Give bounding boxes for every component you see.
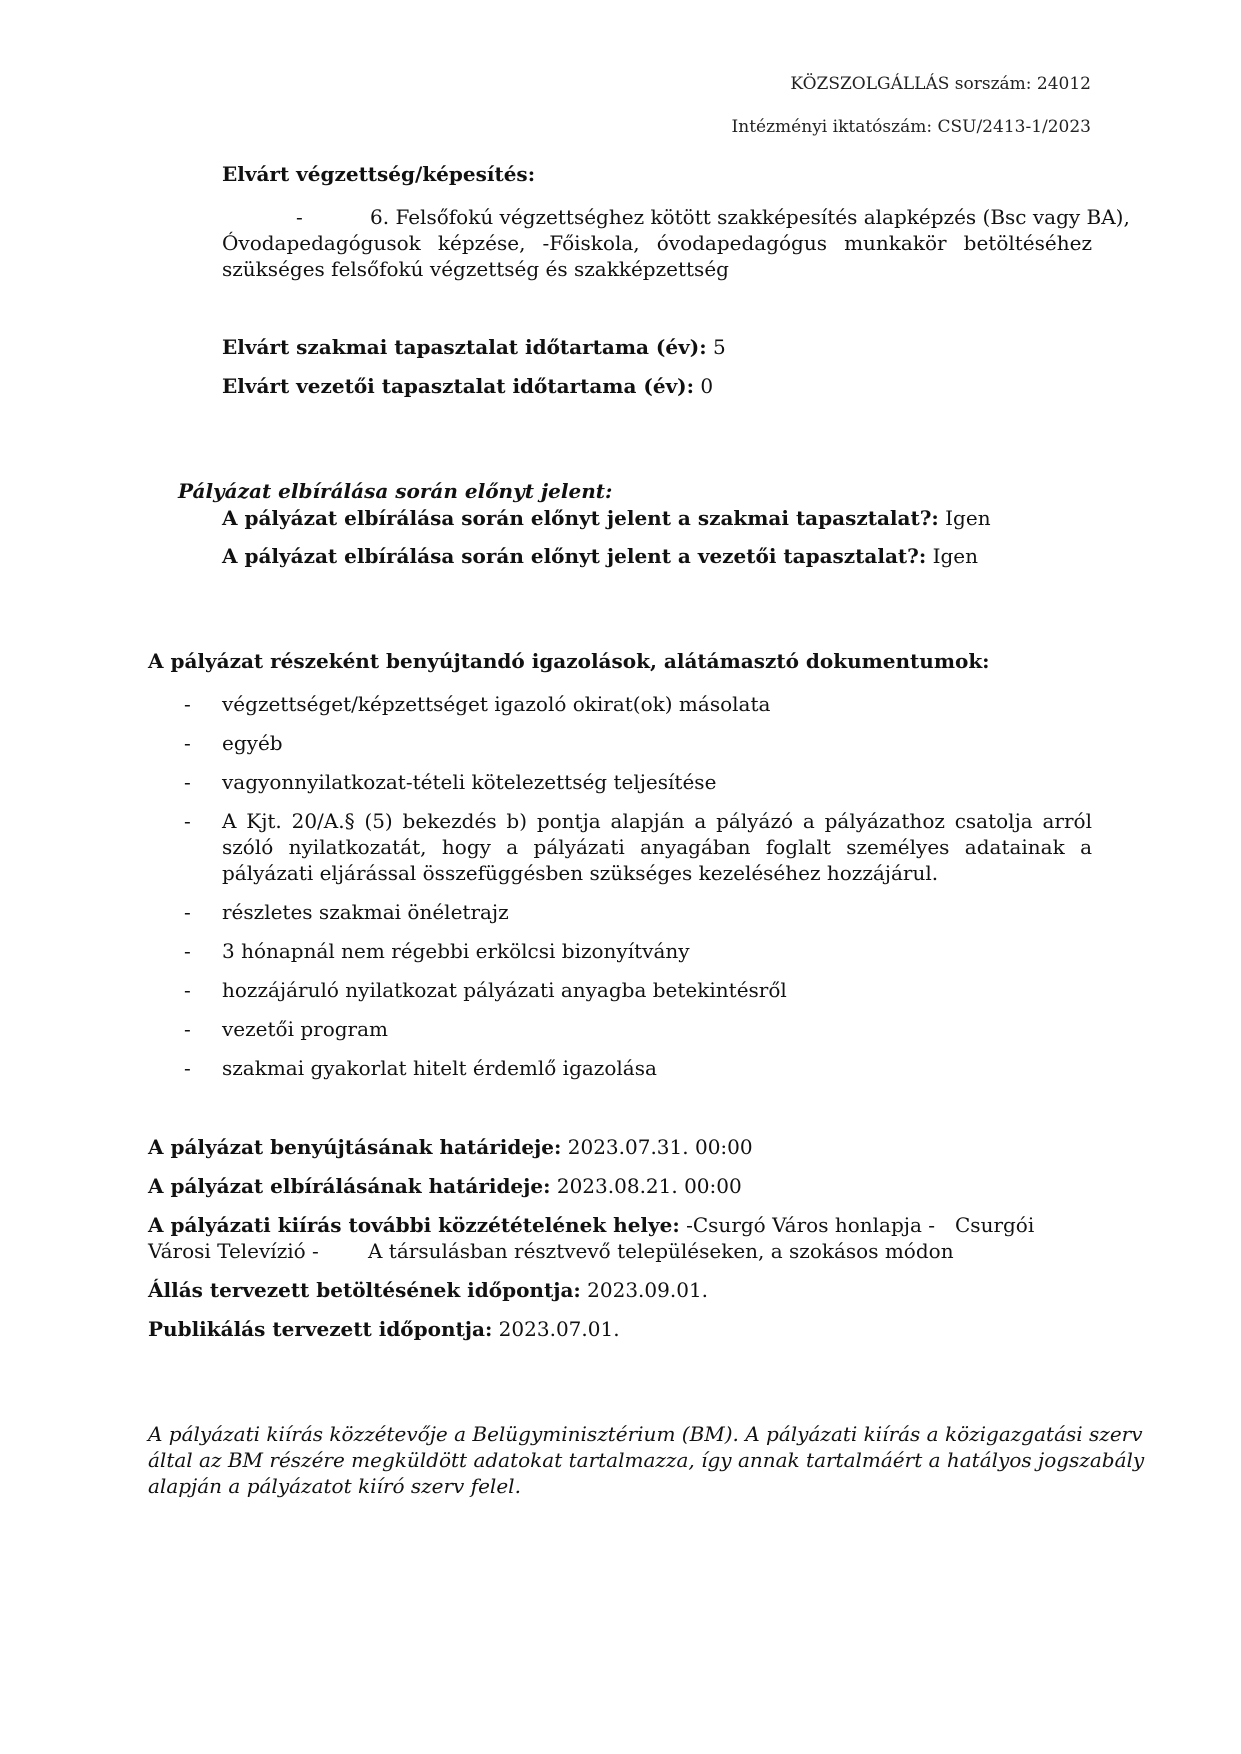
advantage-professional-label: A pályázat elbírálása során előnyt jelent a szakmai tapasztalat?: (222, 506, 939, 530)
planned-fill-date (148, 1277, 708, 1303)
footer-line-3: alapján a pályázatot kiíró szerv felel. (148, 1474, 521, 1498)
publication-place-label: A pályázati kiírás további közzétételének helye: (148, 1213, 680, 1237)
planned-publish-date-label: Publikálás tervezett időpontja: (148, 1317, 493, 1341)
submission-deadline-label: A pályázat benyújtásának határideje: (148, 1135, 562, 1159)
publication-place-settlements: A társulásban résztvevő településeken, a szokásos módon (368, 1239, 954, 1263)
list-bullet: - (184, 1056, 191, 1080)
evaluation-deadline-value: 2023.08.21. 00:00 (550, 1174, 742, 1198)
education-dash: - (296, 205, 303, 229)
advantage-professional-value: Igen (938, 506, 991, 530)
list-item: 3 hónapnál nem régebbi erkölcsi bizonyítvány (222, 939, 690, 963)
education-heading: Elvárt végzettség/képesítés: (222, 162, 536, 186)
list-bullet: - (184, 978, 191, 1002)
list-bullet: - (184, 770, 191, 794)
list-bullet: - (184, 692, 191, 716)
list-item: részletes szakmai önéletrajz (222, 900, 509, 924)
list-bullet: - (184, 731, 191, 755)
list-bullet: - (184, 900, 191, 924)
planned-publish-date (148, 1316, 620, 1342)
publication-place (148, 1212, 935, 1238)
professional-experience-label: Elvárt szakmai tapasztalat időtartama (év): (222, 335, 707, 359)
education-line-3: szükséges felsőfokú végzettség és szakképzettség (222, 257, 729, 281)
professional-experience (222, 334, 726, 360)
footer-line-2: által az BM részére megküldött adatokat tartalmazza, így annak tartalmáért a hatályos jogszabály (148, 1448, 1145, 1472)
advantage-heading: Pályázat elbírálása során előnyt jelent: (178, 479, 613, 503)
list-bullet: - (184, 809, 191, 833)
evaluation-deadline-label: A pályázat elbírálásának határideje: (148, 1174, 551, 1198)
education-line-1: 6. Felsőfokú végzettséghez kötött szakképesítés alapképzés (Bsc vagy BA), (370, 205, 1130, 229)
publication-place-tv: Városi Televízió - (148, 1239, 319, 1263)
list-item: hozzájáruló nyilatkozat pályázati anyagba betekintésről (222, 978, 787, 1002)
education-line-2: Óvodapedagógusok képzése, -Főiskola, óvodapedagógus munkakör betöltéséhez (222, 231, 1092, 255)
list-item: vezetői program (222, 1017, 388, 1041)
footer-line-1: A pályázati kiírás közzétevője a Belügyminisztérium (BM). A pályázati kiírás a közigazgatási szerv (148, 1422, 1143, 1446)
advantage-management-value: Igen (926, 544, 979, 568)
list-item: A Kjt. 20/A.§ (5) bekezdés b) pontja alapján a pályázó a pályázathoz csatolja arról szóló nyilatkozatát, hogy a pályázati anyagában foglalt személyes adatainak a pályázati eljárással összefüggésben szükséges kezeléséhez hozzájárul. (222, 809, 1092, 885)
advantage-management (222, 543, 978, 569)
management-experience (222, 373, 713, 399)
list-item: vagyonnyilatkozat-tételi kötelezettség teljesítése (222, 770, 717, 794)
list-bullet: - (184, 1017, 191, 1041)
planned-fill-date-value: 2023.09.01. (580, 1278, 709, 1302)
planned-publish-date-value: 2023.07.01. (492, 1317, 620, 1341)
advantage-professional (222, 505, 991, 531)
publication-place-value: -Csurgó Város honlapja - (679, 1213, 935, 1237)
professional-experience-value: 5 (706, 335, 726, 359)
serial-number: KÖZSZOLGÁLLÁS sorszám: 24012 (790, 74, 1091, 94)
submission-deadline-value: 2023.07.31. 00:00 (561, 1135, 753, 1159)
list-item: végzettséget/képzettséget igazoló okirat(ok) másolata (222, 692, 771, 716)
list-bullet: - (184, 939, 191, 963)
list-item: szakmai gyakorlat hitelt érdemlő igazolása (222, 1056, 657, 1080)
management-experience-value: 0 (694, 374, 714, 398)
publication-place-csurgoi: Csurgói (955, 1213, 1035, 1237)
list-item: egyéb (222, 731, 283, 755)
advantage-management-label: A pályázat elbírálása során előnyt jelent a vezetői tapasztalat?: (222, 544, 927, 568)
planned-fill-date-label: Állás tervezett betöltésének időpontja: (148, 1278, 581, 1302)
management-experience-label: Elvárt vezetői tapasztalat időtartama (év): (222, 374, 695, 398)
submission-deadline (148, 1134, 753, 1160)
documents-heading: A pályázat részeként benyújtandó igazolások, alátámasztó dokumentumok: (148, 649, 990, 673)
filing-number: Intézményi iktatószám: CSU/2413-1/2023 (731, 117, 1091, 137)
evaluation-deadline (148, 1173, 742, 1199)
